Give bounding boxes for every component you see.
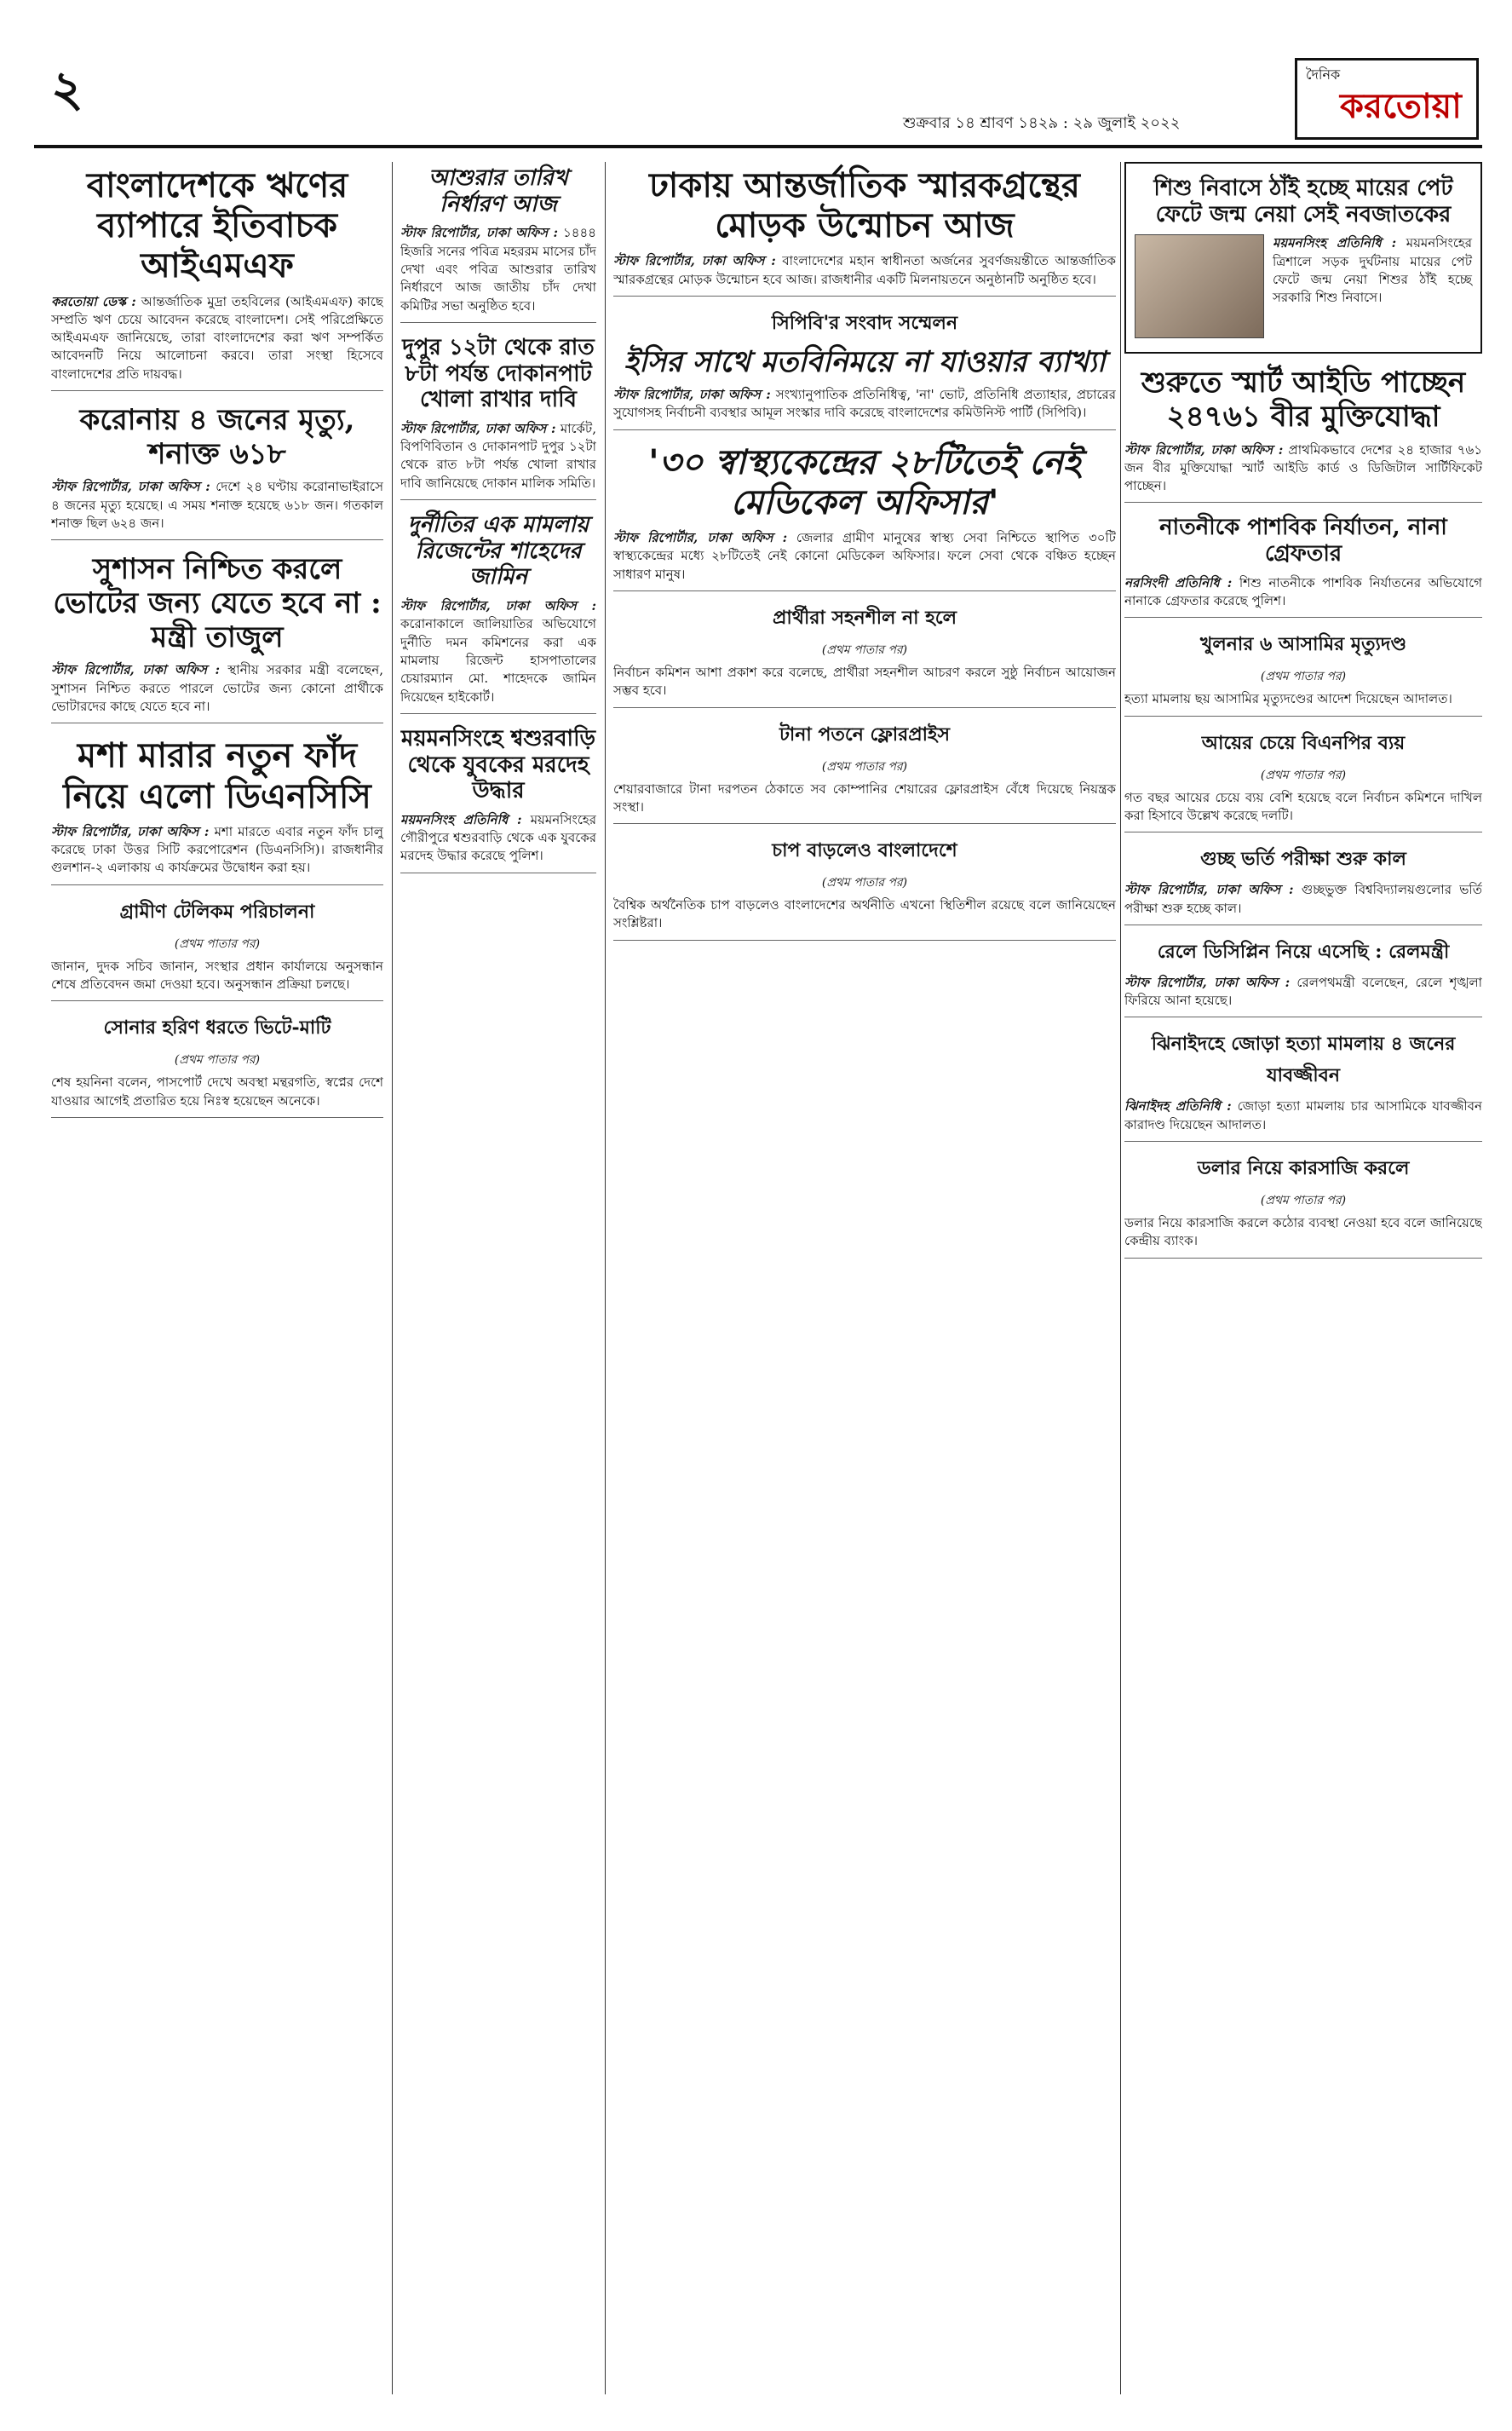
headline: করোনায় ৪ জনের মৃত্যু, শনাক্ত ৬১৮ — [79, 403, 355, 472]
headline: প্রার্থীরা সহনশীল না হলে — [772, 606, 957, 629]
column-1 — [51, 162, 383, 2394]
story-regent — [400, 512, 596, 714]
column-rule — [392, 162, 393, 2394]
story-body: মশা মারতে এবার নতুন ফাঁদ চালু করেছে ঢাকা উত্তর সিটি করপোরেশন (ডিএনসিসি)। রাজধানীর গুলশান-২ এলাকায় এ কার্যক্রমের উদ্বোধন করা হয়। — [51, 823, 383, 876]
newspaper-logo — [1295, 58, 1479, 140]
story-body: বৈশ্বিক অর্থনৈতিক চাপ বাড়লেও বাংলাদেশের অর্থনীতি এখনো স্থিতিশীল রয়েছে বলে জানিয়েছেন সংশ্লিষ্টরা। — [613, 897, 1116, 931]
story-body: করোনাকালে জালিয়াতির অভিযোগে দুর্নীতি দমন কমিশনের করা এক মামলায় রিজেন্ট হাসপাতালের চেয়ারম্যান মো. শাহেদকে জামিন দিয়েছেন হাইকোর্ট। — [400, 616, 596, 705]
column-rule — [1120, 162, 1121, 2394]
story-body: শিশু নাতনীকে পাশবিক নির্যাতনের অভিযোগে নানাকে গ্রেফতার করেছে পুলিশ। — [1124, 574, 1482, 609]
headline: গ্রামীণ টেলিকম পরিচালনা — [119, 900, 315, 923]
byline: স্টাফ রিপোর্টার, ঢাকা অফিস : — [613, 387, 771, 403]
story-body: জানান, দুদক সচিব জানান, সংস্থার প্রধান কার্যালয়ে অনুসন্ধান শেষে প্রতিবেদন জমা দেওয়া হবে। অনুসন্ধান প্রক্রিয়া চলছে। — [51, 958, 383, 992]
logo-tagline: দৈনিক — [1306, 66, 1341, 83]
continued-note: (প্রথম পাতার পর) — [821, 759, 908, 774]
story-vote — [51, 552, 383, 723]
byline: করতোয়া ডেস্ক : — [51, 293, 136, 309]
byline: স্টাফ রিপোর্টার, ঢাকা অফিস : — [51, 662, 221, 678]
headline: ঢাকায় আন্তর্জাতিক স্মারকগ্রন্থের মোড়ক উন্মোচন আজ — [649, 165, 1080, 246]
story-jhenaidah — [1124, 1029, 1482, 1142]
continued-note: (প্রথম পাতার পর) — [1260, 670, 1347, 684]
story-floor-price — [613, 720, 1116, 825]
column-rule — [605, 162, 606, 2394]
story-health — [613, 442, 1116, 591]
byline: স্টাফ রিপোর্টার, ঢাকা অফিস : — [400, 598, 596, 614]
story-exam — [1124, 844, 1482, 925]
headline: মশা মারার নতুন ফাঁদ নিয়ে এলো ডিএনসিসি — [63, 735, 371, 816]
story-body: শেয়ারবাজারে টানা দরপতন ঠেকাতে সব কোম্পানির শেয়ারের ফ্লোরপ্রাইস বেঁধে দিয়েছে নিয়ন্ত্রক সংস্থা। — [613, 781, 1116, 815]
story-mymensingh — [400, 726, 596, 873]
masthead — [34, 51, 1482, 148]
headline: সোনার হরিণ ধরতে ভিটে-মাটি — [103, 1017, 331, 1040]
story-telecom — [51, 897, 383, 1002]
headline: খুলনার ৬ আসামির মৃত্যুদণ্ড — [1199, 633, 1407, 656]
story-ashura — [400, 165, 596, 323]
story-dncc — [51, 735, 383, 884]
story-candidate — [613, 603, 1116, 708]
date-line: শুক্রবার ১৪ শ্রাবণ ১৪২৯ : ২৯ জুলাই ২০২২ — [903, 114, 1181, 132]
logo-name: করতোয়া — [1340, 86, 1462, 126]
headline: ইসির সাথে মতবিনিময়ে না যাওয়ার ব্যাখ্যা — [624, 344, 1106, 379]
story-body: শেষ হয়নিনা বলেন, পাসপোর্ট দেখে অবস্থা মন্থরগতি, স্বপ্নের দেশে যাওয়ার আগেই প্রতারিত হয়ে নিঃস্ব হয়েছেন অনেকে। — [51, 1074, 383, 1109]
headline: ময়মনসিংহে শ্বশুরবাড়ি থেকে যুবকের মরদেহ উদ্ধার — [400, 725, 596, 804]
headline: চাপ বাড়লেও বাংলাদেশে — [772, 839, 957, 862]
headline: টানা পতনে ফ্লোরপ্রাইস — [779, 723, 951, 746]
byline: স্টাফ রিপোর্টার, ঢাকা অফিস : — [51, 479, 210, 495]
headline: রেলে ডিসিপ্লিন নিয়ে এসেছি : রেলমন্ত্রী — [1157, 940, 1450, 963]
continued-note: (প্রথম পাতার পর) — [821, 876, 908, 890]
story-body: স্থানীয় সরকার মন্ত্রী বলেছেন, সুশাসন নিশ্চিত করতে পারলে ভোটের জন্য কোনো প্রার্থীকে ভোটারদের কাছে যেতে হবে না। — [51, 662, 383, 715]
headline: সুশাসন নিশ্চিত করলে ভোটের জন্য যেতে হবে না : মন্ত্রী তাজুল — [53, 552, 382, 655]
byline: স্টাফ রিপোর্টার, ঢাকা অফিস : — [1124, 974, 1291, 990]
story-bnp — [1124, 729, 1482, 833]
byline: ময়মনসিংহ প্রতিনিধি : — [1273, 235, 1397, 251]
byline: ময়মনসিংহ প্রতিনিধি : — [400, 811, 522, 827]
page-number: ২ — [51, 60, 83, 118]
headline: দুর্নীতির এক মামলায় রিজেন্টের শাহেদের জামিন — [407, 512, 589, 590]
story-body: জোড়া হত্যা মামলায় চার আসামিকে যাবজ্জীবন কারাদণ্ড দিয়েছেন আদালত। — [1124, 1098, 1482, 1132]
byline: নরসিংদী প্রতিনিধি : — [1124, 574, 1233, 590]
headline: আশুরার তারিখ নির্ধারণ আজ — [428, 165, 568, 217]
story-body: সংখ্যানুপাতিক প্রতিনিধিত্ব, 'না' ভোট, প্রতিনিধি প্রত্যাহার, প্রচারের সুযোগসহ নির্বাচনী ব্যবস্থার আমূল সংস্কার দাবি করেছে বাংলাদেশের কমিউনিস্ট পার্টি (সিপিবি)। — [613, 387, 1116, 421]
story-body: ময়মনসিংহের ত্রিশালে সড়ক দুর্ঘটনায় মায়ের পেট ফেটে জন্ম নেয়া শিশুর ঠাঁই হচ্ছে সরকারি শিশু নিবাসে। — [1273, 235, 1472, 306]
headline: '৩০ স্বাস্থ্যকেন্দ্রের ২৮টিতেই নেই মেডিকেল অফিসার' — [648, 441, 1081, 522]
story-imf — [51, 165, 383, 391]
continued-note: (প্রথম পাতার পর) — [174, 936, 261, 951]
headline: শুরুতে স্মার্ট আইডি পাচ্ছেন ২৪৭৬১ বীর মুক্তিযোদ্ধা — [1141, 366, 1466, 435]
story-pressure — [613, 836, 1116, 941]
byline: স্টাফ রিপোর্টার, ঢাকা অফিস : — [613, 530, 788, 546]
news-photo — [1135, 234, 1264, 338]
story-body: ডলার নিয়ে কারসাজি করলে কঠোর ব্যবস্থা নেওয়া হবে বলে জানিয়েছে কেন্দ্রীয় ব্যাংক। — [1124, 1215, 1482, 1249]
story-ec — [613, 308, 1116, 430]
story-body: মার্কেট, বিপণিবিতান ও দোকানপাট দুপুর ১২টা থেকে রাত ৮টা পর্যন্ত খোলা রাখার দাবি জানিয়েছে দোকান মালিক সমিতি। — [400, 420, 596, 491]
column-2 — [400, 162, 596, 2394]
story-body: জেলার গ্রামীণ মানুষের স্বাস্থ্য সেবা নিশ্চিতে স্থাপিত ৩০টি স্বাস্থ্যকেন্দ্রের মধ্যে ২৮টিতেই নেই কোনো মেডিকেল অফিসার। ফলে সেবা থেকে বঞ্চিত হচ্ছেন সাধারণ মানুষ। — [613, 530, 1116, 582]
story-baby-box — [1124, 162, 1482, 354]
story-body: গত বছর আয়ের চেয়ে ব্যয় বেশি হয়েছে বলে নির্বাচন কমিশনে দাখিল করা হিসাবে উল্লেখ করেছে দলটি। — [1124, 789, 1482, 823]
story-body: হত্যা মামলায় ছয় আসামির মৃত্যুদণ্ডের আদেশ দিয়েছেন আদালত। — [1124, 691, 1452, 707]
kicker: সিপিবি'র সংবাদ সম্মেলন — [771, 311, 958, 334]
story-gold — [51, 1013, 383, 1118]
headline: ডলার নিয়ে কারসাজি করলে — [1197, 1157, 1410, 1180]
byline: স্টাফ রিপোর্টার, ঢাকা অফিস : — [400, 420, 556, 436]
story-railway — [1124, 937, 1482, 1018]
story-corona — [51, 403, 383, 540]
story-body: আন্তর্জাতিক মুদ্রা তহবিলের (আইএমএফ) কাছে সম্প্রতি ঋণ চেয়ে আবেদন করেছে বাংলাদেশ। সেই পরিপ্রেক্ষিতে আইএমএফ জানিয়েছে, তারা বাংলাদেশের করা ঋণ সম্পর্কিত আবেদনটি নিয়ে আলোচনা করবে। তারা সংস্থা হিসেবে বাংলাদেশের প্রতি দায়বদ্ধ। — [51, 293, 383, 382]
headline: আয়ের চেয়ে বিএনপির ব্যয় — [1201, 731, 1406, 754]
story-body: গুচ্ছভুক্ত বিশ্ববিদ্যালয়গুলোর ভর্তি পরীক্ষা শুরু হচ্ছে কাল। — [1124, 882, 1482, 916]
story-body: দেশে ২৪ ঘণ্টায় করোনাভাইরাসে ৪ জনের মৃত্যু হয়েছে। এ সময় শনাক্ত হয়েছে ৬১৮ জন। গতকাল শনাক্ত ছিল ৬২৪ জন। — [51, 479, 383, 531]
story-smart-id — [1124, 366, 1482, 503]
story-body: রেলপথমন্ত্রী বলেছেন, রেলে শৃঙ্খলা ফিরিয়ে আনা হয়েছে। — [1124, 974, 1482, 1009]
headline: ঝিনাইদহে জোড়া হত্যা মামলায় ৪ জনের যাবজ্জীবন — [1151, 1033, 1456, 1087]
continued-note: (প্রথম পাতার পর) — [174, 1053, 261, 1068]
continued-note: (প্রথম পাতার পর) — [1260, 768, 1347, 782]
byline: স্টাফ রিপোর্টার, ঢাকা অফিস : — [400, 225, 559, 241]
story-body: ১৪৪৪ হিজরি সনের পবিত্র মহররম মাসের চাঁদ দেখা এবং পবিত্র আশুরার তারিখ নির্ধারণে আজ জাতীয় চাঁদ দেখা কমিটির সভা অনুষ্ঠিত হবে। — [400, 225, 596, 314]
story-body: ময়মনসিংহের গৌরীপুরে শ্বশুরবাড়ি থেকে এক যুবকের মরদেহ উদ্ধার করেছে পুলিশ। — [400, 811, 596, 864]
story-torture — [1124, 515, 1482, 618]
story-khulna — [1124, 630, 1482, 716]
story-body: বাংলাদেশের মহান স্বাধীনতা অর্জনের সুবর্ণজয়ন্তীতে আন্তর্জাতিক স্মারকগ্রন্থের মোড়ক উন্মোচন হবে আজ। রাজধানীর একটি মিলনায়তনে অনুষ্ঠানটি অনুষ্ঠিত হবে। — [613, 253, 1116, 287]
headline: দুপুর ১২টা থেকে রাত ৮টা পর্যন্ত দোকানপাট খোলা রাখার দাবি — [402, 334, 595, 413]
story-shops — [400, 335, 596, 500]
headline: বাংলাদেশকে ঋণের ব্যাপারে ইতিবাচক আইএমএফ — [86, 165, 348, 286]
byline: ঝিনাইদহ প্রতিনিধি : — [1124, 1098, 1232, 1115]
continued-note: (প্রথম পাতার পর) — [821, 642, 908, 657]
story-body: প্রাথমিকভাবে দেশের ২৪ হাজার ৭৬১ জন বীর মুক্তিযোদ্ধা স্মার্ট আইডি কার্ড ও ডিজিটাল সার্টিফিকেট পাচ্ছেন। — [1124, 441, 1482, 494]
continued-note: (প্রথম পাতার পর) — [1260, 1194, 1347, 1208]
headline: গুচ্ছ ভর্তি পরীক্ষা শুরু কাল — [1200, 848, 1406, 871]
byline: স্টাফ রিপোর্টার, ঢাকা অফিস : — [613, 253, 776, 269]
headline: নাতনীকে পাশবিক নির্যাতন, নানা গ্রেফতার — [1159, 515, 1447, 567]
story-body: নির্বাচন কমিশন আশা প্রকাশ করে বলেছে, প্রার্থীরা সহনশীল আচরণ করলে সুষ্ঠু নির্বাচন আয়োজন সম্ভব হবে। — [613, 664, 1116, 699]
headline: শিশু নিবাসে ঠাঁই হচ্ছে মায়ের পেট ফেটে জন্ম নেয়া সেই নবজাতকের — [1153, 176, 1453, 228]
story-dollar — [1124, 1154, 1482, 1259]
story-museum — [613, 165, 1116, 297]
column-4 — [1124, 162, 1482, 2394]
byline: স্টাফ রিপোর্টার, ঢাকা অফিস : — [1124, 882, 1294, 898]
column-3 — [613, 162, 1116, 2394]
byline: স্টাফ রিপোর্টার, ঢাকা অফিস : — [51, 823, 210, 839]
byline: স্টাফ রিপোর্টার, ঢাকা অফিস : — [1124, 441, 1284, 458]
